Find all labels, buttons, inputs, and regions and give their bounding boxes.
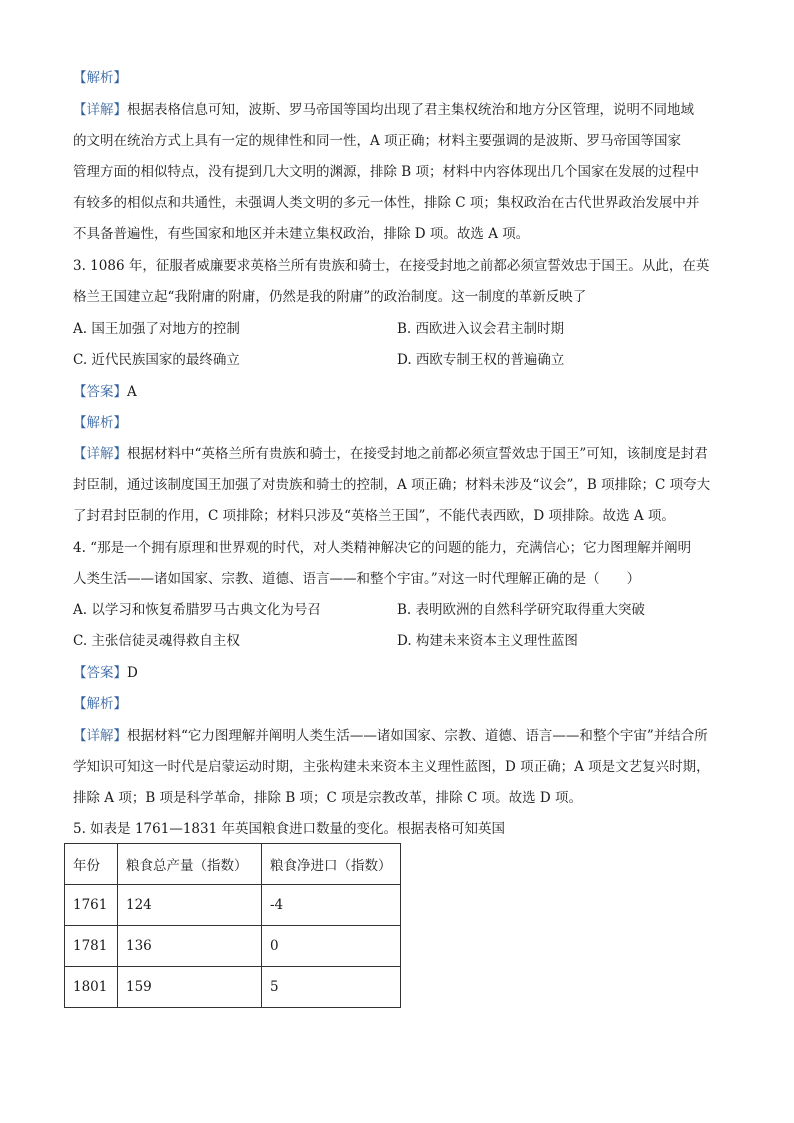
detail-tag: 【详解】 xyxy=(73,446,127,462)
q4-option-c: C. 主张信徒灵魂得救自主权 xyxy=(73,633,240,649)
q3-option-b: B. 西欧进入议会君主制时期 xyxy=(397,321,565,337)
table-cell: 136 xyxy=(118,926,262,967)
q3-stem-line-1: 3. 1086 年，征服者威廉要求英格兰所有贵族和骑士，在接受封地之前都必须宣誓效忠于国王。从此，在英 xyxy=(73,258,710,274)
q4-option-a: A. 以学习和恢复希腊罗马古典文化为号召 xyxy=(73,602,321,618)
q3-answer xyxy=(73,380,137,400)
answer-tag: 【答案】 xyxy=(73,665,127,681)
q4-detail-line-1: 【详解】根据材料“它力图理解并阐明人类生活——诸如国家、宗教、道德、语言——和整个宇宙”并结合所 xyxy=(73,728,708,744)
q2-detail-line-4: 有较多的相似点和共通性，未强调人类文明的多元一体性，排除 C 项；集权政治在古代世界政治发展中并 xyxy=(73,195,700,211)
q2-detail-line-1: 【详解】根据表格信息可知，波斯、罗马帝国等国均出现了君主集权统治和地方分区管理，说明不同地域 xyxy=(73,102,694,118)
table-cell: 124 xyxy=(118,885,262,926)
table-row xyxy=(65,926,401,967)
table-cell: 0 xyxy=(262,926,401,967)
q4-option-d: D. 构建未来资本主义理性蓝图 xyxy=(397,633,578,649)
q3-option-a: A. 国王加强了对地方的控制 xyxy=(73,321,240,337)
table-header-cell: 年份 xyxy=(65,844,118,885)
table-cell: 1781 xyxy=(65,926,118,967)
q3-answer-value: A xyxy=(127,384,137,400)
grain-import-table xyxy=(64,843,401,1008)
table-cell: 5 xyxy=(262,967,401,1008)
q4-stem-line-1: 4. “那是一个拥有原理和世界观的时代，对人类精神解决它的问题的能力，充满信心；它力图理解并阐明 xyxy=(73,540,692,556)
q3-option-c: C. 近代民族国家的最终确立 xyxy=(73,352,240,368)
detail-tag: 【详解】 xyxy=(73,728,127,744)
table-row xyxy=(65,967,401,1008)
analysis-tag: 【解析】 xyxy=(73,70,127,86)
q3-option-d: D. 西欧专制王权的普遍确立 xyxy=(397,352,565,368)
table-row xyxy=(65,885,401,926)
q4-answer-value: D xyxy=(127,665,138,681)
table-cell: 159 xyxy=(118,967,262,1008)
q4-detail-line-2: 学知识可知这一时代是启蒙运动时期，主张构建未来资本主义理性蓝图，D 项正确；A 项是文艺复兴时期， xyxy=(73,759,710,775)
q2-detail-line-3: 管理方面的相似特点，没有提到几大文明的渊源，排除 B 项；材料中内容体现出几个国家在发展的过程中 xyxy=(73,164,700,180)
table-cell: 1761 xyxy=(65,885,118,926)
q3-analysis-tag: 【解析】 xyxy=(73,415,127,431)
q4-analysis-tag: 【解析】 xyxy=(73,696,127,712)
q3-stem-line-2: 格兰王国建立起“我附庸的附庸，仍然是我的附庸”的政治制度。这一制度的革新反映了 xyxy=(73,289,587,305)
q4-detail-line-3: 排除 A 项；B 项是科学革命，排除 B 项；C 项是宗教改革，排除 C 项。故选 D 项。 xyxy=(73,790,582,806)
table-cell: -4 xyxy=(262,885,401,926)
q4-answer xyxy=(73,661,138,681)
q3-detail-line-1: 【详解】根据材料中“英格兰所有贵族和骑士，在接受封地之前都必须宣誓效忠于国王”可知，该制度是封君 xyxy=(73,446,708,462)
table-header-row xyxy=(65,844,401,885)
q5-stem: 5. 如表是 1761—1831 年英国粮食进口数量的变化。根据表格可知英国 xyxy=(73,821,505,837)
q4-stem-line-2: 人类生活——诸如国家、宗教、道德、语言——和整个宇宙。”对这一时代理解正确的是（ ） xyxy=(73,571,641,587)
answer-tag: 【答案】 xyxy=(73,384,127,400)
table-header-cell: 粮食总产量（指数） xyxy=(118,844,262,885)
q2-detail-line-2: 的文明在统治方式上具有一定的规律性和同一性，A 项正确；材料主要强调的是波斯、罗马帝国等国家 xyxy=(73,133,682,149)
q4-option-b: B. 表明欧洲的自然科学研究取得重大突破 xyxy=(397,602,646,618)
table-cell: 1801 xyxy=(65,967,118,1008)
q3-detail-line-2: 封臣制，通过该制度国王加强了对贵族和骑士的控制，A 项正确；材料未涉及“议会”，B 项排除；C 项夸大 xyxy=(73,477,711,493)
detail-tag: 【详解】 xyxy=(73,102,127,118)
q3-detail-line-3: 了封君封臣制的作用，C 项排除；材料只涉及“英格兰王国”，不能代表西欧，D 项排除。故选 A 项。 xyxy=(73,508,675,524)
q2-detail-line-5: 不具备普遍性，有些国家和地区并未建立集权政治，排除 D 项。故选 A 项。 xyxy=(73,226,530,242)
table-header-cell: 粮食净进口（指数） xyxy=(262,844,401,885)
